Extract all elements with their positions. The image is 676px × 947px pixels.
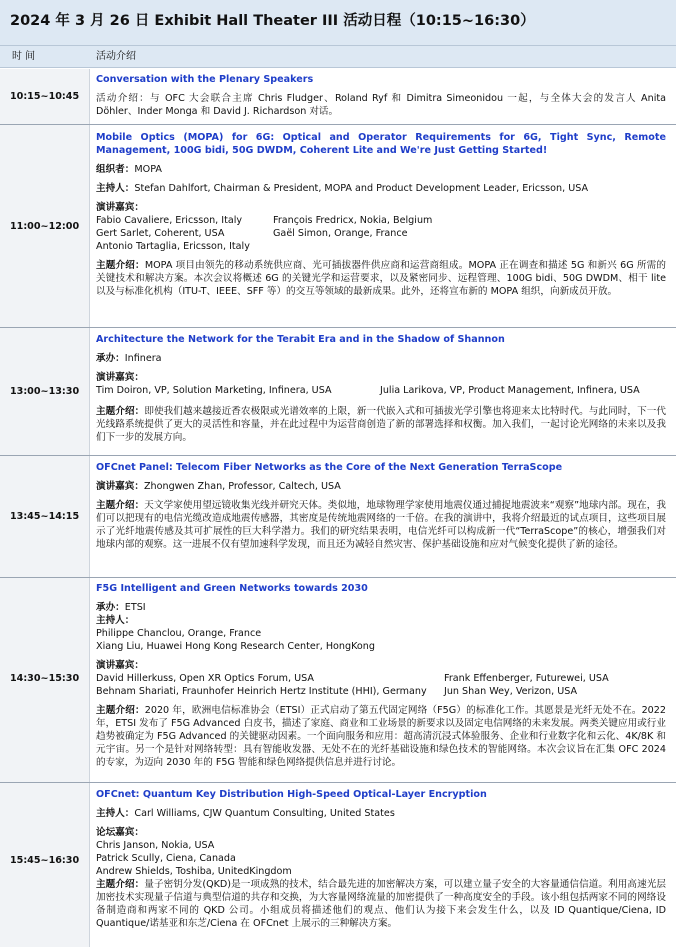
- session-row: [96, 461, 666, 551]
- speaker-row: [96, 240, 666, 253]
- session-title: OFCnet: Quantum Key Distribution High-Speed Optical-Layer Encryption: [96, 789, 487, 800]
- speaker: David Hillerkuss, Open XR Optics Forum, USA: [96, 673, 314, 684]
- column-header-activity: 活动介绍: [96, 51, 136, 62]
- session-topic: 主题介绍：量子密钥分发(QKD)是一项成熟的技术，结合最先进的加密解决方案，可以建立量子安全的大容量通信信道。利用高速光层加密技术实现量子信道与典型信道的共存和交换，为大容量网络流量的加密提供了一种高度安全的手段。该小组包括两家不同的网络设备制造商和两家不同的 QKD 公司。小组成员将描述他们的观点、他们认为接下来会发生什么，以及 ID Quantique/Ciena, ID Quantique/诺基亚和东芝/Ciena 在 OFCnet 上展示的三种解决方案。: [96, 879, 667, 929]
- row-divider: [0, 455, 676, 456]
- session-organizer: 承办：Infinera: [96, 353, 162, 364]
- speaker: Behnam Shariati, Fraunhofer Heinrich Hertz Institute (HHI), Germany: [96, 686, 427, 697]
- speaker: François Fredricx, Nokia, Belgium: [273, 215, 433, 226]
- session-host: 主持人：Carl Williams, CJW Quantum Consulting, United States: [96, 808, 395, 819]
- session-row: [96, 788, 666, 930]
- session-topic: 主题介绍：即使我们越来越接近香农极限或光谱效率的上限，新一代嵌入式和可插拔光学引擎也将迎来太比特时代。与此同时，下一代光线路系统提供了更大的灵活性和容量，并在此过程中为运营商创造了新的部署选择和权衡。加入我们，一起讨论光网络的未来以及我们下一步的发展方向。: [96, 406, 666, 443]
- session-speakers: 演讲嘉宾：Zhongwen Zhan, Professor, Caltech, USA: [96, 481, 341, 492]
- row-divider: [0, 577, 676, 578]
- session-row: [96, 131, 666, 298]
- speakers-label: 演讲嘉宾：: [96, 372, 144, 383]
- time-column: [0, 69, 90, 947]
- session-row: [96, 333, 666, 444]
- page-title: 2024 年 3 月 26 日 Exhibit Hall Theater III 活动日程（10:15~16:30）: [10, 13, 535, 29]
- speaker: Fabio Cavaliere, Ericsson, Italy: [96, 215, 243, 226]
- session-topic: 主题介绍：天文学家使用望远镜收集光线并研究天体。类似地，地球物理学家使用地震仪通过捕捉地震波来“观察”地球内部。现在，我们可以把现有的电信光缆改造成地震传感器，其密度是传统地震网络的一千倍。在我的演讲中，我将介绍最近的试点项目，这些项目展示了光纤地震传感及其可扩展性的巨大科学潜力。我们的研究结果表明，电信光纤可以构成新一代“TerraScope”的核心，增强我们对地球内部的观察。这一进展不仅有望加速科学发现，而且还为减轻自然灾害、保护基础设施和应对气候变化提供了新的途径。: [96, 500, 666, 550]
- session-title: OFCnet Panel: Telecom Fiber Networks as the Core of the Next Generation TerraScope: [96, 462, 563, 473]
- session-title: Mobile Optics (MOPA) for 6G: Optical and Operator Requirements for 6G, Tight Sync, Remote Management, 100G bidi, 50G DWDM, Coherent Lite and We're Just Getting Started!: [96, 132, 666, 156]
- speaker-row: [96, 214, 666, 227]
- speaker-row: [96, 685, 666, 698]
- session-time: 13:45~14:15: [10, 511, 80, 522]
- speaker-row: [96, 384, 666, 397]
- speaker: Gaël Simon, Orange, France: [273, 228, 408, 239]
- speaker: Patrick Scully, Ciena, Canada: [96, 853, 236, 864]
- speaker: Jun Shan Wey, Verizon, USA: [444, 686, 578, 697]
- speaker: Andrew Shields, Toshiba, UnitedKingdom: [96, 866, 292, 877]
- intro-label: 活动介绍：: [96, 93, 150, 104]
- speakers-label: 演讲嘉宾：: [96, 660, 144, 671]
- speaker: Frank Effenberger, Futurewei, USA: [444, 673, 609, 684]
- session-time: 13:00~13:30: [10, 386, 80, 397]
- session-row: [96, 582, 666, 769]
- host: Xiang Liu, Huawei Hong Kong Research Center, HongKong: [96, 641, 375, 652]
- column-header: [0, 46, 676, 68]
- session-title: Architecture the Network for the Terabit Era and in the Shadow of Shannon: [96, 334, 505, 345]
- speaker: Gert Sarlet, Coherent, USA: [96, 228, 225, 239]
- session-topic: 主题介绍：MOPA 项目由领先的移动系统供应商、光可插拔器件供应商和运营商组成。MOPA 正在调查和描述 5G 和新兴 6G 所需的关键技术和解决方案。本次会议将概述 6G 的关键光学和运营要求，以及紧密同步、远程管理、100G bidi、50G DWDM、相干 lite 以及与标准化机构（ITU-T、IEEE、SFF 等）的交互等领域的最新成果。此外，还将宣布新的 MOPA 组织，向新成员开放。: [96, 260, 667, 297]
- speaker-row: [96, 227, 666, 240]
- row-divider: [0, 327, 676, 328]
- session-intro: 活动介绍：与 OFC 大会联合主席 Chris Fludger、Roland Ryf 和 Dimitra Simeonidou 一起，与全体大会的发言人 Anita Döhler、Inder Monga 和 David J. Richardson 对话。: [96, 93, 667, 117]
- speaker: Tim Doiron, VP, Solution Marketing, Infinera, USA: [96, 385, 332, 396]
- speaker: Julia Larikova, VP, Product Management, Infinera, USA: [380, 385, 640, 396]
- session-row: [96, 73, 666, 118]
- session-organizer: 组织者：MOPA: [96, 164, 162, 175]
- session-title: F5G Intelligent and Green Networks towards 2030: [96, 583, 368, 594]
- hosts-label: 主持人：: [96, 615, 135, 626]
- speakers-label: 论坛嘉宾：: [96, 827, 144, 838]
- speaker-row: [96, 672, 666, 685]
- speaker: Chris Janson, Nokia, USA: [96, 840, 215, 851]
- column-header-time: 时 间: [12, 51, 36, 62]
- session-time: 14:30~15:30: [10, 673, 80, 684]
- session-title: Conversation with the Plenary Speakers: [96, 74, 314, 85]
- row-divider: [0, 124, 676, 125]
- session-time: 15:45~16:30: [10, 855, 80, 866]
- speaker: Antonio Tartaglia, Ericsson, Italy: [96, 241, 250, 252]
- session-organizer: 承办：ETSI: [96, 602, 146, 613]
- session-time: 10:15~10:45: [10, 91, 80, 102]
- session-topic: 主题介绍：2020 年，欧洲电信标准协会（ETSI）正式启动了第五代固定网络（F5G）的标准化工作。其愿景是光纤无处不在。2022 年，ETSI 发布了 F5G Advanced 白皮书，描述了家庭、商业和工业场景的新要求以及固定电信网络的未来发展。两类关键应用或行业趋势被确定为 F5G Advanced 的关键驱动因素。一个面向服务和应用：超高清沉浸式体验服务、企业和行业数字化和云化、4K/8K 和元宇宙。另一个是针对网络转型：具有智能收发器、无处不在的光纤基础设施和绿色技术的智能网络。本次会议旨在汇集 OFC 2024 的专家，为迈向 2030 年的 F5G 智能和绿色网络提供信息并进行讨论。: [96, 705, 667, 768]
- speakers-label: 演讲嘉宾：: [96, 202, 144, 213]
- title-bar: [0, 0, 676, 46]
- row-divider: [0, 782, 676, 783]
- host: Philippe Chanclou, Orange, France: [96, 628, 262, 639]
- session-host: 主持人：Stefan Dahlfort, Chairman & President, MOPA and Product Development Leader, Ericsson, USA: [96, 183, 589, 194]
- session-time: 11:00~12:00: [10, 221, 80, 232]
